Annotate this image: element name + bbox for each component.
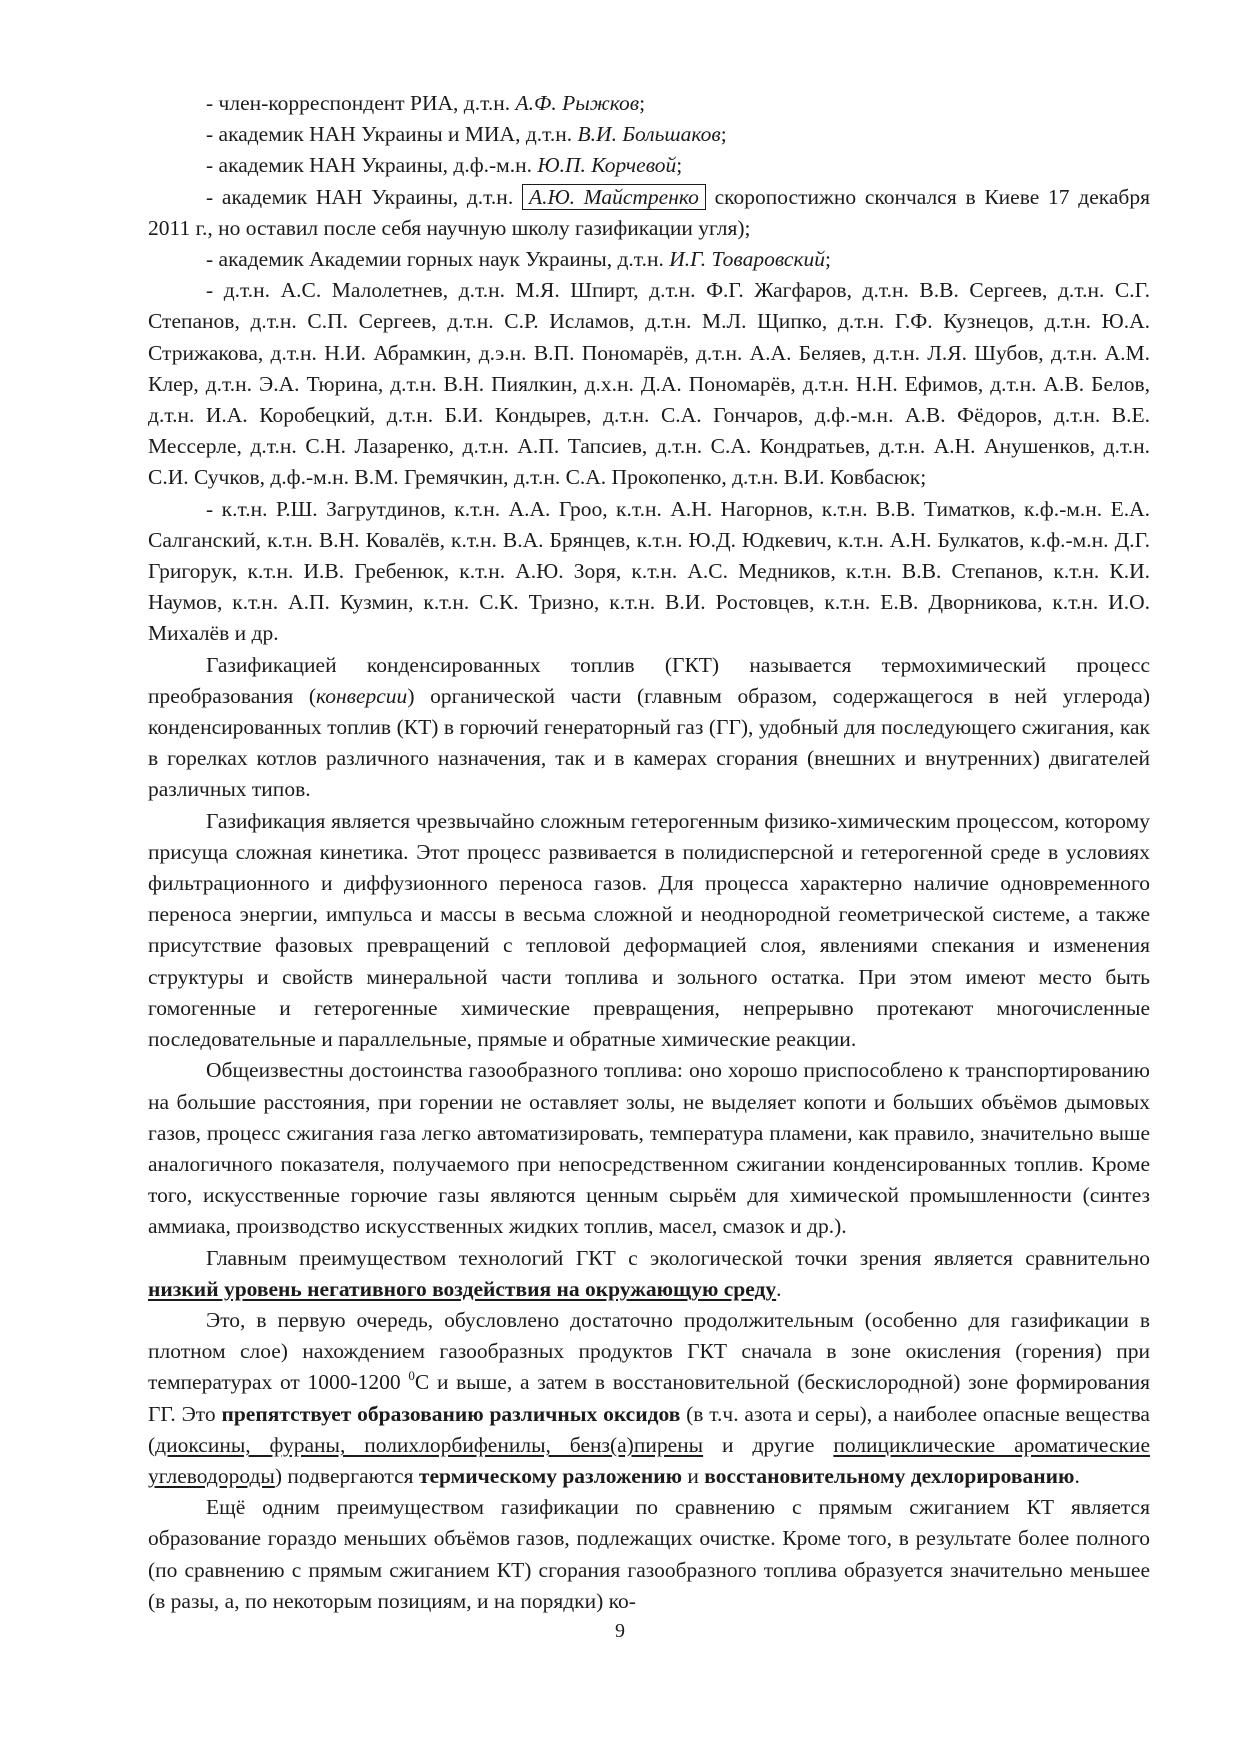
bold-phrase: препятствует образованию различных оксидов — [221, 1401, 681, 1426]
paragraph-complexity: Газификация является чрезвычайно сложным гетерогенным физико-химическим процессом, которому присуща сложная кинетика. Этот процесс развивается в полидисперсной и гетерогенной среде в условиях фильтрационного и диффузионного переноса газов. Для процесса характерно наличие одновременного переноса энергии, импульса и массы в весьма сложной и неоднородной геометрической системе, а также присутствие фазовых превращений с тепловой деформацией слоя, явлениями спекания и изменения структуры и свойств минеральной части топлива и зольного остатка. При этом имеют место быть гомогенные и гетерогенные химические превращения, непрерывно протекают многочисленные последовательные и параллельные, прямые и обратные химические реакции. — [148, 808, 1150, 1052]
list-item-ryzhkov: - член-корреспондент РИА, д.т.н. А.Ф. Рыжков; — [206, 91, 646, 115]
underlined-phrase: полициклические ароматические углеводороды — [148, 1432, 1150, 1488]
list-item-maistrenko: - академик НАН Украины, д.т.н. А.Ю. Майстренко скоропостижно скончался в Киеве 17 декабря 2011 г., но оставил после себя научную школу газификации угля); — [148, 184, 1150, 240]
paragraph-ecology: Главным преимуществом технологий ГКТ с экологической точки зрения является сравнительно низкий уровень негативного воздействия на окружающую среду. — [148, 1245, 1150, 1301]
person-name: Ю.П. Корчевой — [537, 153, 677, 178]
paragraph-advantages: Общеизвестны достоинства газообразного топлива: оно хорошо приспособлено к транспортированию на большие расстояния, при горении не оставляет золы, не выделяет копоти и больших объёмов дымовых газов, процесс сжигания газа легко автоматизировать, температура пламени, как правило, значительно выше аналогичного показателя, получаемого при непосредственном сжигании конденсированных топлив. Кроме того, искусственные горючие газы являются ценным сырьём для химической промышленности (синтез аммиака, производство искусственных жидких топлив, масел, смазок и др.). — [148, 1058, 1150, 1239]
bold-underlined-phrase: низкий уровень негативного воздействия на окружающую среду — [148, 1276, 777, 1301]
list-item-korchevoy: - академик НАН Украины, д.ф.-м.н. Ю.П. Корчевой; — [206, 153, 683, 178]
list-item-doctors: - д.т.н. А.С. Малолетнев, д.т.н. М.Я. Шпирт, д.т.н. Ф.Г. Жагфаров, д.т.н. В.В. Сергеев, д.т.н. С.Г. Степанов, д.т.н. С.П. Сергеев, д.т.н. С.Р. Исламов, д.т.н. М.Л. Щипко, д.т.н. Г.Ф. Кузнецов, д.т.н. Ю.А. Стрижакова, д.т.н. Н.И. Абрамкин, д.э.н. В.П. Пономарёв, д.т.н. А.А. Беляев, д.т.н. Л.Я. Шубов, д.т.н. А.М. Клер, д.т.н. Э.А. Тюрина, д.т.н. В.Н. Пиялкин, д.х.н. Д.А. Пономарёв, д.т.н. Н.Н. Ефимов, д.т.н. А.В. Белов, д.т.н. И.А. Коробецкий, д.т.н. Б.И. Кондырев, д.т.н. С.А. Гончаров, д.ф.-м.н. А.В. Фёдоров, д.т.н. В.Е. Мессерле, д.т.н. С.Н. Лазаренко, д.т.н. А.П. Тапсиев, д.т.н. С.А. Кондратьев, д.т.н. А.Н. Анушенков, д.т.н. С.И. Сучков, д.ф.-м.н. В.М. Гремячкин, д.т.н. С.А. Прокопенко, д.т.н. В.И. Ковбасюк; — [148, 278, 1150, 490]
paragraph-gas-volume: Ещё одним преимуществом газификации по сравнению с прямым сжиганием КТ является образование гораздо меньших объёмов газов, подлежащих очистке. Кроме того, в результате более полного (по сравнению с прямым сжиганием КТ) сгорания газообразного топлива образуется значительно меньшее (в разы, а, по некоторым позициям, и на порядки) ко- — [148, 1495, 1150, 1613]
paragraph-definition: Газификацией конденсированных топлив (ГКТ) называется термохимический процесс преобразования (конверсии) органической части (главным образом, содержащегося в ней углерода) конденсированных топлив (КТ) в горючий генераторный газ (ГГ), удобный для последующего сжигания, как в горелках котлов различного назначения, так и в камерах сгорания (внешних и внутренних) двигателей различных типов. — [148, 652, 1150, 802]
list-item-tovarovsky: - академик Академии горных наук Украины, д.т.н. И.Г. Товаровский; — [206, 247, 831, 272]
boxed-person-name: А.Ю. Майстренко — [522, 184, 706, 210]
degree-superscript: 0 — [408, 1368, 415, 1384]
paragraph-oxides: Это, в первую очередь, обусловлено достаточно продолжительным (особенно для газификации в плотном слое) нахождением газообразных продуктов ГКТ сначала в зоне окисления (горения) при температурах от 1000-1200 $^0$С и выше, а затем в восстановительной (бескислородной) зоне формирования ГГ. Это препятствует образованию различных оксидов (в т.ч. азота и серы), а наиболее опасные вещества (диоксины, фураны, полихлорбифенилы, бенз(а)пирены и другие полициклические ароматические углеводороды) подвергаются термическому разложению и восстановительному дехлорированию. — [148, 1307, 1150, 1488]
page-body — [148, 88, 1150, 1617]
emphasis-term: конверсии — [315, 683, 408, 708]
person-name: И.Г. Товаровский — [669, 247, 825, 272]
list-item-bolshakov: - академик НАН Украины и МИА, д.т.н. В.И. Большаков; — [206, 122, 727, 147]
person-name: В.И. Большаков — [577, 122, 721, 147]
list-item-candidates: - к.т.н. Р.Ш. Загрутдинов, к.т.н. А.А. Гроо, к.т.н. А.Н. Нагорнов, к.т.н. В.В. Тиматков, к.ф.-м.н. Е.А. Салганский, к.т.н. В.Н. Ковалёв, к.т.н. В.А. Брянцев, к.т.н. Ю.Д. Юдкевич, к.т.н. А.Н. Булкатов, к.ф.-м.н. Д.Г. Григорук, к.т.н. И.В. Гребенюк, к.т.н. А.Ю. Зоря, к.т.н. А.С. Медников, к.т.н. В.В. Степанов, к.т.н. К.И. Наумов, к.т.н. А.П. Кузмин, к.т.н. С.К. Тризно, к.т.н. В.И. Ростовцев, к.т.н. Е.В. Дворникова, к.т.н. И.О. Михалёв и др. — [148, 496, 1150, 646]
underlined-phrase: диоксины, фураны, полихлорбифенилы, бенз(а)пирены — [155, 1432, 704, 1457]
bold-phrase: термическому разложению — [418, 1463, 683, 1488]
page-number: 9 — [615, 1620, 625, 1642]
person-name: А.Ф. Рыжков — [515, 91, 640, 115]
bold-phrase: восстановительному дехлорированию — [704, 1463, 1075, 1488]
